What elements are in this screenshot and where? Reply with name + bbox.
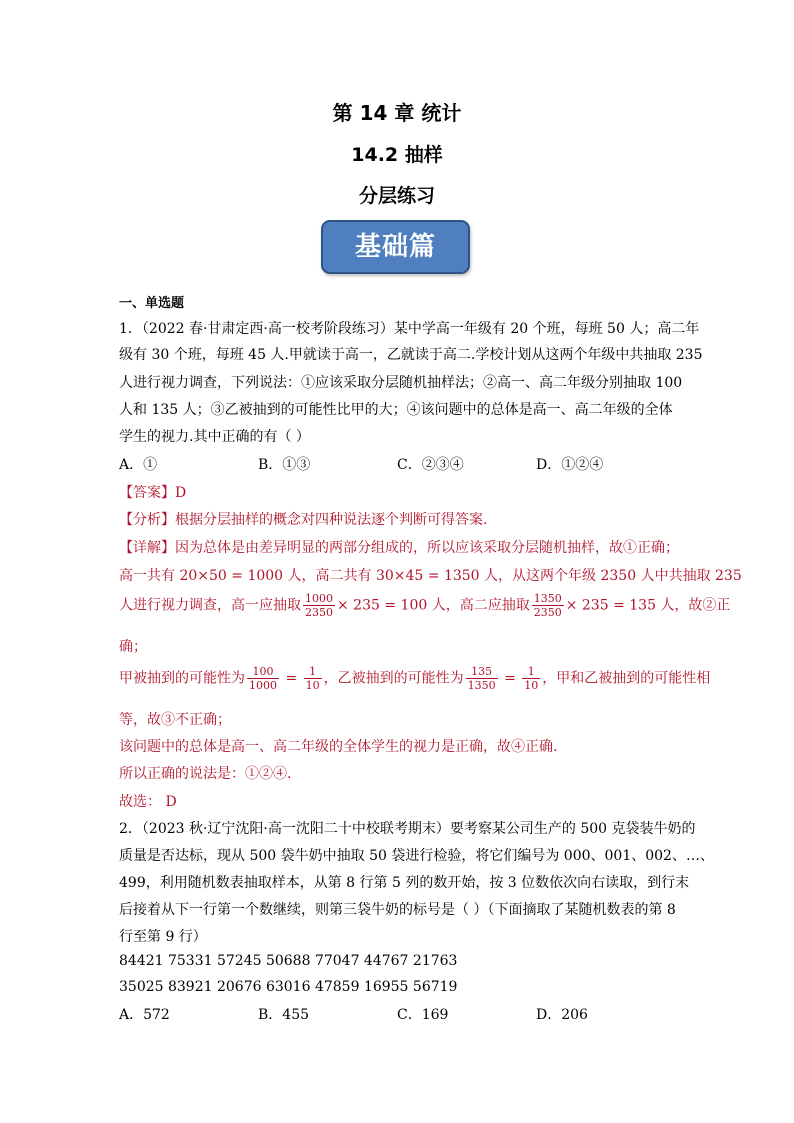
fraction-1-10 [522, 665, 540, 692]
fraction-100-1000 [247, 665, 279, 692]
level-badge [321, 220, 470, 274]
q1-detail-5b: ，乙被抽到的可能性为 [323, 670, 464, 687]
fraction-denominator: 1350 [467, 679, 496, 692]
fraction-numerator: 1350 [533, 592, 562, 605]
fraction-numerator: 1 [522, 665, 540, 679]
random-table-row-8: 84421 75331 57245 50688 77047 44767 21763 [119, 953, 458, 969]
fraction-denominator: 2350 [533, 606, 562, 619]
q2-line-3: 499，利用随机数表抽取样本，从第 8 行第 5 列的数开始，按 3 位数依次向右读取，到行末 [119, 875, 690, 891]
q1-option-c: C．②③④ [397, 457, 464, 473]
fraction-135-1350 [466, 665, 498, 692]
q2-line-5: 行至第 9 行） [119, 929, 207, 945]
equals-sign: = [281, 670, 302, 687]
q2-option-b: B．455 [258, 1007, 310, 1023]
fraction-numerator: 1000 [305, 592, 333, 605]
fraction-denominator: 10 [305, 679, 320, 692]
q1-option-d: D．①②④ [536, 457, 604, 473]
q1-answer: 【答案】D [119, 485, 187, 501]
q1-line-1: 1．（2022 春·甘肃定西·高一校考阶段练习）某中学高一年级有 20 个班，每班 50 人；高二年 [119, 321, 700, 337]
q1-line-5: 学生的视力.其中正确的有（ ） [119, 429, 310, 445]
fraction-denominator: 1000 [249, 679, 277, 692]
q1-detail-3b: × 235 = 100 人，高二应抽取 [337, 597, 530, 614]
fraction-numerator: 100 [247, 665, 279, 679]
q1-line-4: 人和 135 人；③乙被抽到的可能性比甲的大；④该问题中的总体是高一、高二年级的全体 [119, 402, 673, 418]
q1-detail-3c: × 235 = 135 人，故②正 [565, 597, 731, 614]
q1-detail-2: 高一共有 20×50 = 1000 人，高二共有 30×45 = 1350 人，从这两个年级 2350 人中共抽取 235 [119, 568, 742, 584]
fraction-1-10 [304, 665, 322, 692]
chapter-title: 第 14 章 统计 [332, 101, 462, 125]
q1-detail-5c: ，甲和乙被抽到的可能性相 [542, 670, 711, 687]
q1-detail-6: 等，故③不正确； [119, 712, 231, 728]
q2-option-d: D．206 [536, 1007, 588, 1023]
q1-line-2: 级有 30 个班，每班 45 人.甲就读于高一，乙就读于高二.学校计划从这两个年级中共抽取 235 [119, 347, 703, 363]
q1-line-3: 人进行视力调查，下列说法：①应该采取分层随机抽样法；②高一、高二年级分别抽取 100 [119, 375, 683, 391]
exercise-title: 分层练习 [358, 185, 435, 207]
q1-detail-1: 【详解】因为总体是由差异明显的两部分组成的，所以应该采取分层随机抽样，故①正确； [119, 540, 679, 556]
fraction-numerator: 135 [466, 665, 498, 679]
q1-detail-7: 该问题中的总体是高一、高二年级的全体学生的视力是正确，故④正确. [119, 739, 558, 755]
fraction-denominator: 2350 [305, 606, 333, 619]
q2-line-1: 2．（2023 秋·辽宁沈阳·高一沈阳二十中校联考期末）要考察某公司生产的 500 克袋装牛奶的 [119, 821, 696, 837]
fraction-1350-2350 [532, 592, 564, 619]
q1-detail-3a: 人进行视力调查，高一应抽取 [119, 597, 301, 614]
level-badge-label: 基础篇 [354, 232, 436, 262]
q2-line-4: 后接着从下一行第一个数继续，则第三袋牛奶的标号是（ ）（下面摘取了某随机数表的第 8 [119, 902, 676, 918]
q2-option-c: C．169 [397, 1007, 449, 1023]
q1-detail-9: 故选： D [119, 794, 177, 810]
q1-option-b: B．①③ [258, 457, 311, 473]
q1-option-a: A．① [119, 457, 158, 473]
q1-analysis: 【分析】根据分层抽样的概念对四种说法逐个判断可得答案. [119, 512, 488, 528]
q1-detail-3 [119, 592, 730, 619]
q2-option-a: A．572 [119, 1007, 170, 1023]
section-heading: 一、单选题 [119, 296, 185, 311]
fraction-1000-2350 [303, 592, 335, 619]
section-title: 14.2 抽样 [351, 144, 443, 166]
q1-detail-5 [119, 665, 710, 692]
fraction-numerator: 1 [304, 665, 322, 679]
q1-detail-8: 所以正确的说法是：①②④. [119, 766, 292, 782]
q1-detail-5a: 甲被抽到的可能性为 [119, 670, 245, 687]
q2-line-2: 质量是否达标，现从 500 袋牛奶中抽取 50 袋进行检验，将它们编号为 000、001、002、…、 [119, 848, 714, 864]
random-table-row-9: 35025 83921 20676 63016 47859 16955 56719 [119, 979, 458, 995]
fraction-denominator: 10 [524, 679, 539, 692]
equals-sign: = [499, 670, 521, 687]
q1-detail-4: 确； [119, 639, 147, 655]
